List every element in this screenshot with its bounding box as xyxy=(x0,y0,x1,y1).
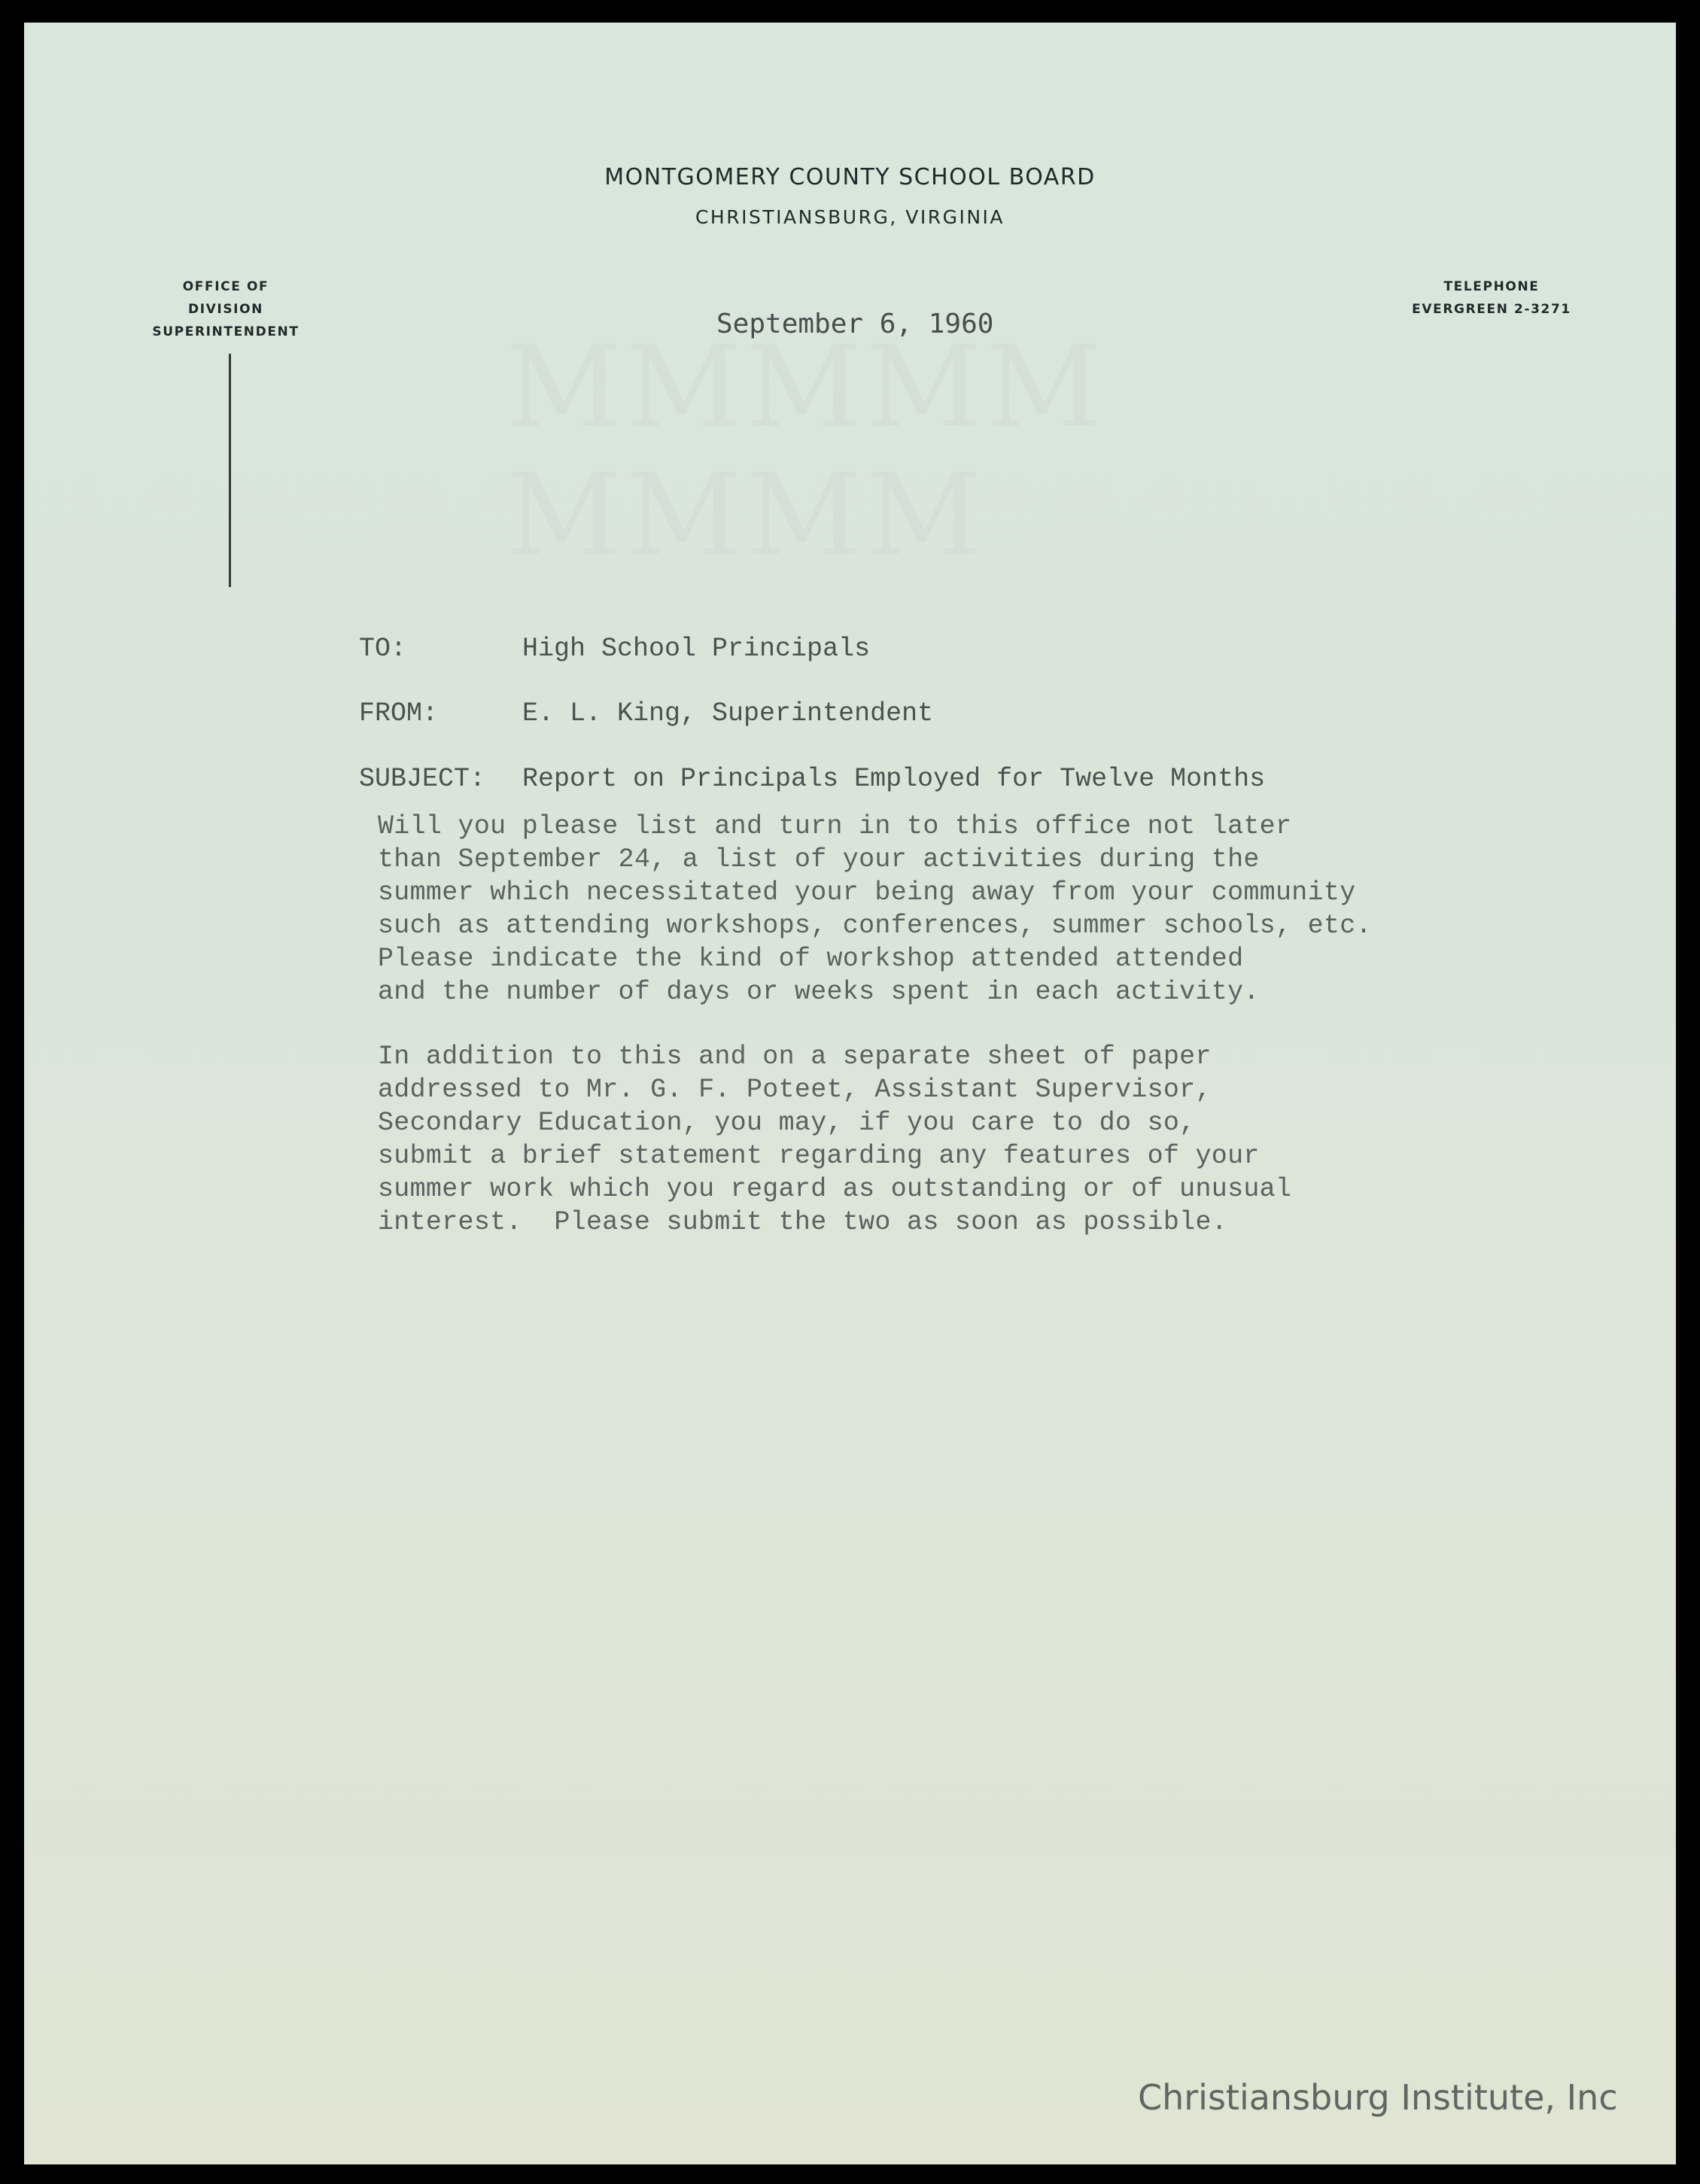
office-line-1: OFFICE OF xyxy=(182,279,269,294)
paragraph-1-line: and the number of days or weeks spent in each activity. xyxy=(378,977,1260,1007)
paragraph-1-line: Will you please list and turn in to this office not later xyxy=(378,811,1292,841)
paragraph-2-line: In addition to this and on a separate sheet of paper xyxy=(378,1042,1212,1072)
telephone-line-2: EVERGREEN 2-3271 xyxy=(1412,302,1571,317)
letterhead-telephone xyxy=(1379,275,1604,321)
letterhead-office xyxy=(120,275,331,343)
to-value: High School Principals xyxy=(522,634,871,664)
to-label: TO: xyxy=(359,634,407,664)
paragraph-1-line: than September 24, a list of your activities during the xyxy=(378,844,1260,875)
letter-date: September 6, 1960 xyxy=(716,309,994,339)
paragraph-2-line: submit a brief statement regarding any features of your xyxy=(378,1141,1260,1171)
paragraph-2-line: interest. Please submit the two as soon as possible. xyxy=(378,1207,1228,1237)
margin-line xyxy=(229,354,231,587)
office-line-2: DIVISION SUPERINTENDENT xyxy=(152,302,300,339)
letterhead-location: CHRISTIANSBURG, VIRGINIA xyxy=(695,206,1005,228)
show-through-impression xyxy=(506,324,1106,579)
from-label: FROM: xyxy=(359,698,439,729)
paragraph-1-line: Please indicate the kind of workshop attended attended xyxy=(378,944,1244,974)
letterhead-organization: MONTGOMERY COUNTY SCHOOL BOARD xyxy=(604,164,1096,190)
telephone-line-1: TELEPHONE xyxy=(1443,279,1540,294)
paragraph-2-line: summer work which you regard as outstanding or of unusual xyxy=(378,1174,1292,1204)
subject-label: SUBJECT: xyxy=(359,764,486,794)
paragraph-2-line: addressed to Mr. G. F. Poteet, Assistant Supervisor, xyxy=(378,1075,1212,1105)
paragraph-1-line: summer which necessitated your being away from your community xyxy=(378,878,1356,908)
paragraph-1-line: such as attending workshops, conferences, summer schools, etc. xyxy=(378,911,1372,941)
subject-value: Report on Principals Employed for Twelve Months xyxy=(522,764,1266,794)
from-value: E. L. King, Superintendent xyxy=(522,698,934,729)
archive-watermark: Christiansburg Institute, Inc xyxy=(1138,2077,1618,2118)
paragraph-2-line: Secondary Education, you may, if you care to do so, xyxy=(378,1108,1196,1138)
letter-page xyxy=(24,23,1676,2164)
